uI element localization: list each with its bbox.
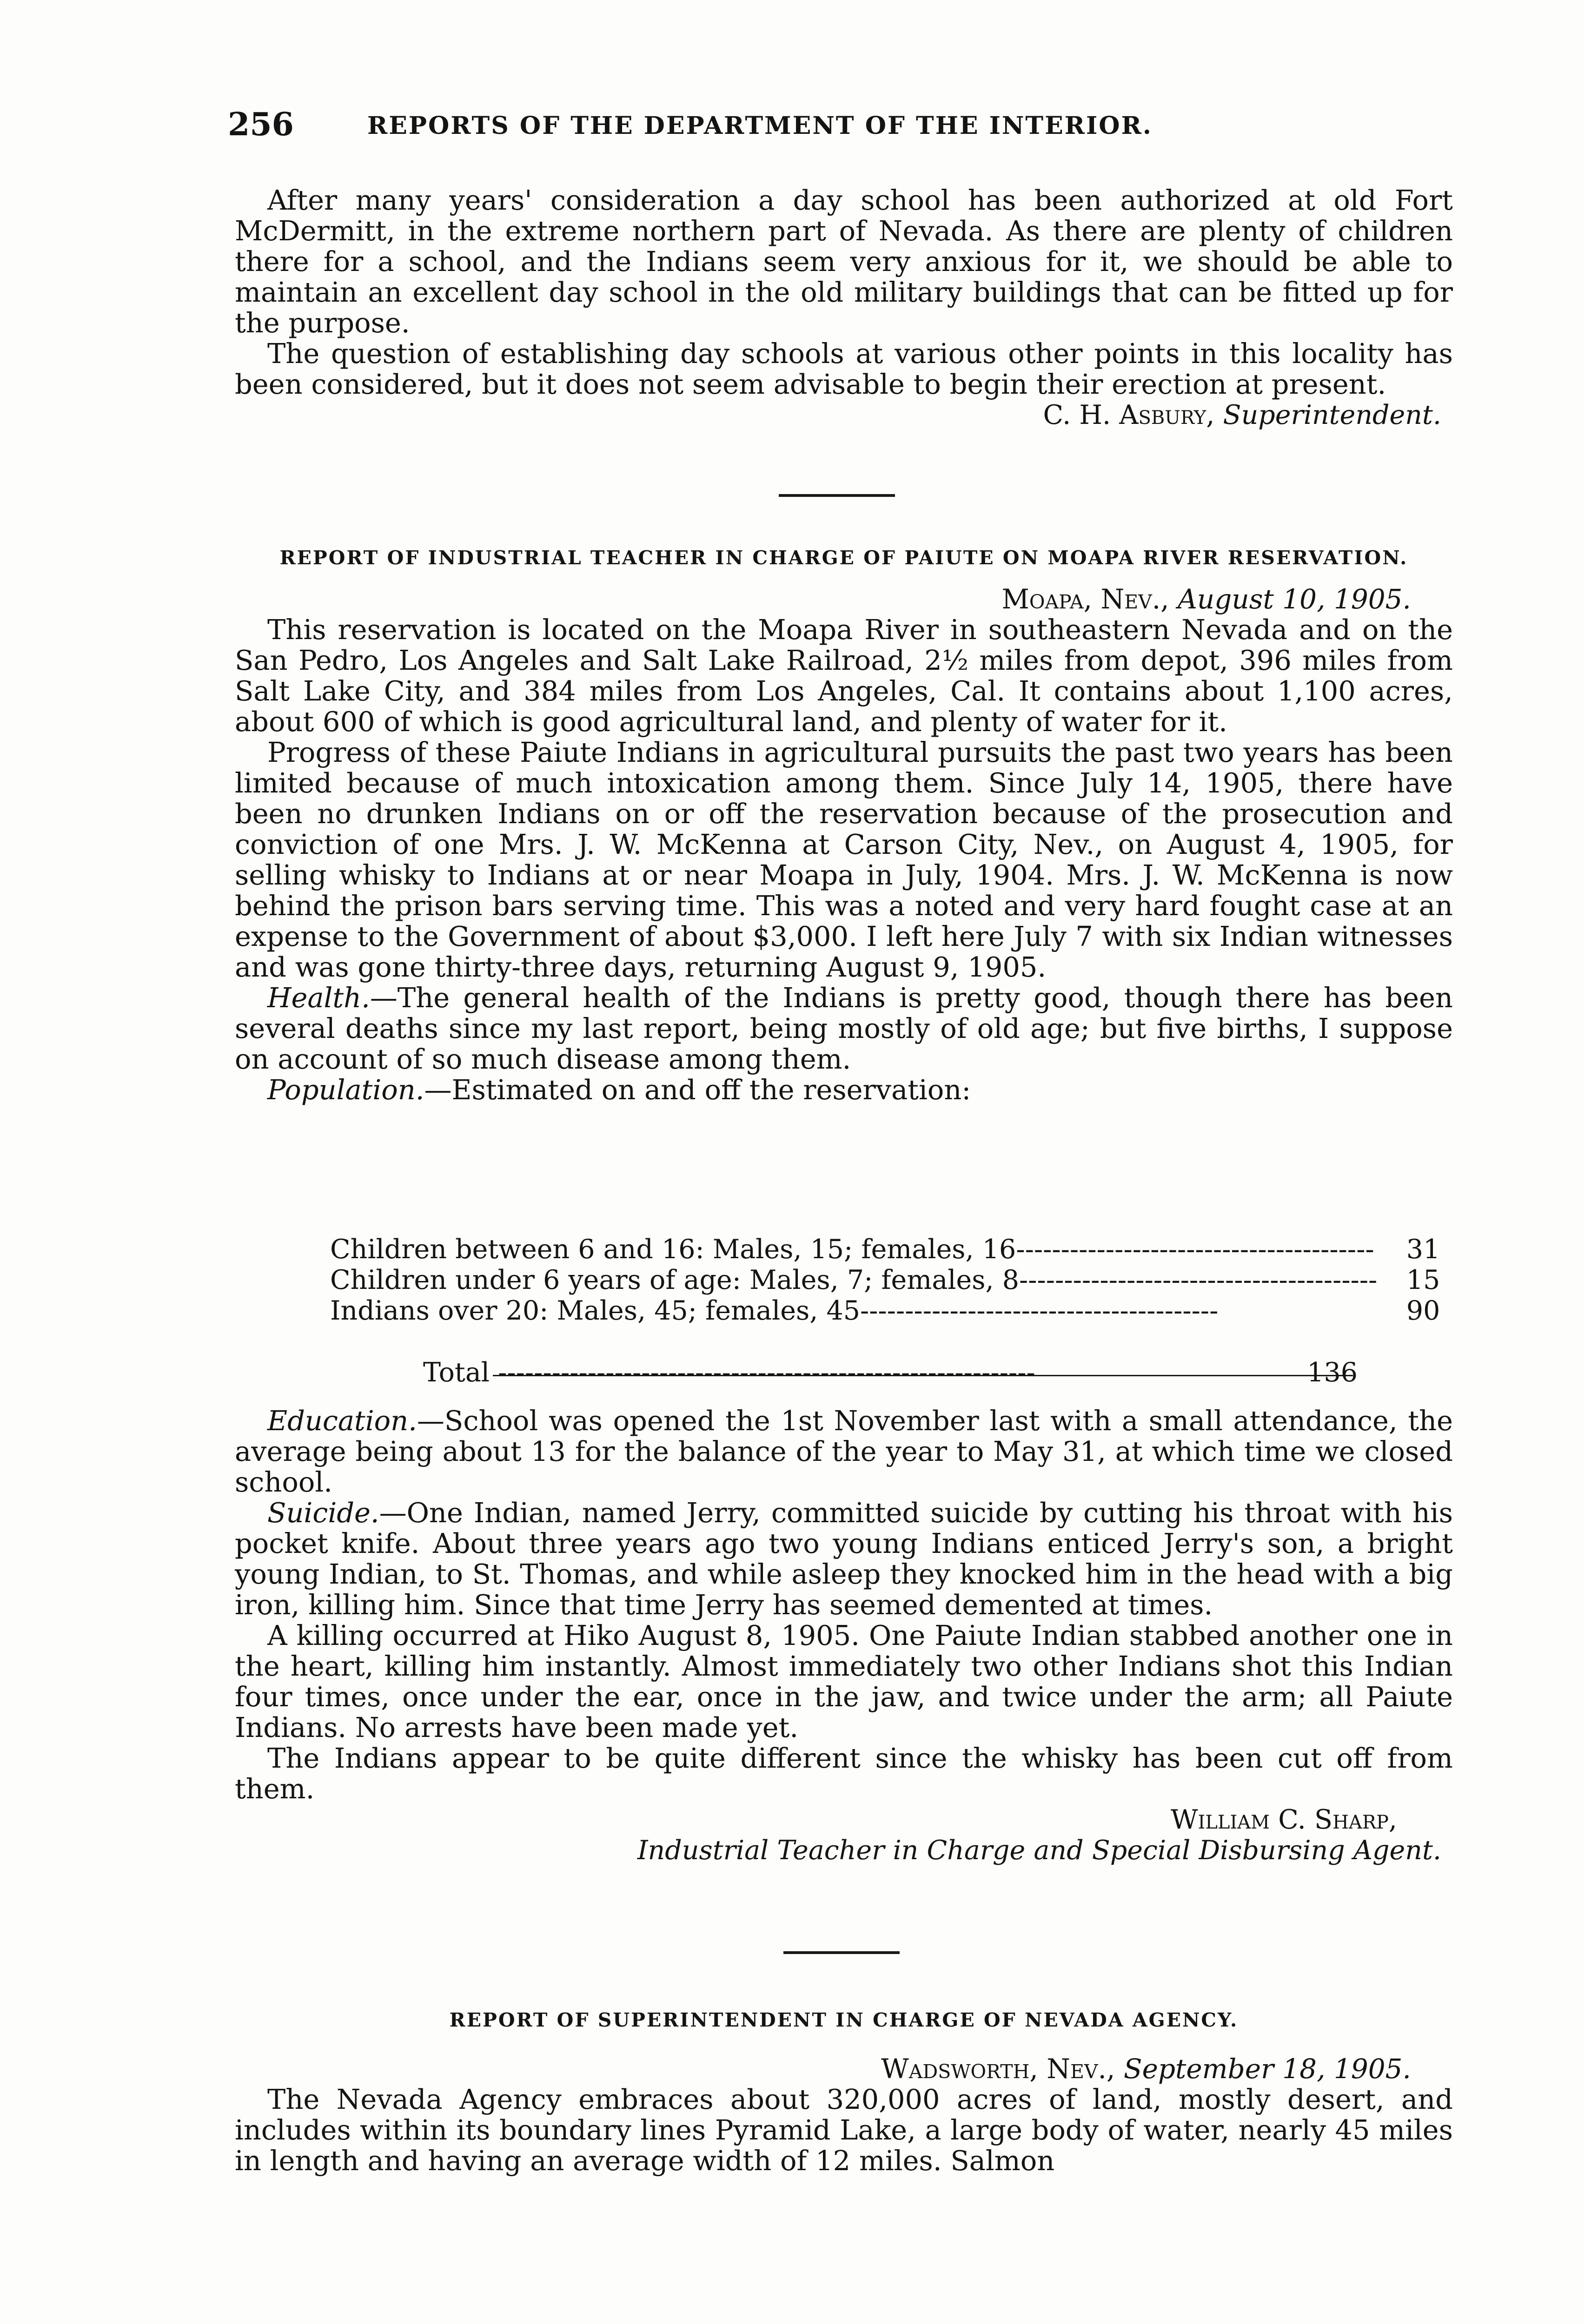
killing-paragraph: A killing occurred at Hiko August 8, 1905. One Paiute Indian stabbed another one in the heart, killing him instantly. Almost immediately two other Indians shot this Indian four times, once under the ear, once in the jaw, and twice under the arm; all Paiute Indians. No arrests have been made yet. [235,1619,1453,1743]
population-row-value: 90 [1406,1295,1440,1326]
population-row-value: 15 [1406,1265,1440,1295]
education-text: —School was opened the 1st November last with a small attendance, the average being about 13 for the balance of the year to May 31, at which time we closed school. [235,1405,1453,1498]
health-paragraph [235,983,1453,1075]
dateline-date: September 18, 1905. [1123,2053,1411,2085]
running-title: REPORTS OF THE DEPARTMENT OF THE INTERIOR. [367,112,1153,140]
education-paragraph [235,1406,1453,1498]
health-label: Health. [267,982,370,1014]
dateline [235,584,1453,614]
population-total [423,1357,1358,1388]
table-row [330,1234,1440,1265]
section-title: REPORT OF INDUSTRIAL TEACHER IN CHARGE OF PAIUTE ON MOAPA RIVER RESERVATION. [279,547,1408,569]
intro-paragraph-1: After many years' consideration a day school has been authorized at old Fort McDermitt, in the extreme northern part of Nevada. As there are plenty of children there for a school, and the Indians seem very anxious for it, we should be able to maintain an excellent day school in the old military buildings that can be fitted up for the purpose. [235,184,1453,339]
intro-section [235,185,1453,430]
total-label: Total ------------------------------------------------------------ [423,1357,1035,1388]
moapa-signature-title [235,1835,1453,1866]
health-text: —The general health of the Indians is pretty good, though there has been several deaths since my last report, being mostly of old age; but five births, I suppose on account of so much disease among them. [235,982,1453,1075]
table-row [330,1265,1440,1295]
population-paragraph [235,1075,1453,1105]
population-row-label: Children under 6 years of age: Males, 7; females, 8---------------------------------------- [330,1265,1378,1295]
nevada-paragraph-1: The Nevada Agency embraces about 320,000 acres of land, mostly desert, and includes within its boundary lines Pyramid Lake, a large body of water, nearly 45 miles in length and having an average width of 12 miles. Salmon [235,2083,1453,2177]
moapa-section-continued [235,1406,1453,1866]
section-title: REPORT OF SUPERINTENDENT IN CHARGE OF NEVADA AGENCY. [449,2009,1239,2031]
dateline [235,2053,1453,2084]
population-row-label: Indians over 20: Males, 45; females, 45---------------------------------------- [330,1295,1219,1326]
signature-title: Industrial Teacher in Charge and Special Disbursing Agent. [637,1835,1441,1866]
dateline-place: Wadsworth, Nev., [881,2053,1115,2085]
nevada-section [235,2007,1453,2176]
whisky-paragraph: The Indians appear to be quite different since the whisky has been cut off from them. [235,1742,1453,1805]
moapa-section [235,545,1453,1105]
signature-name: William C. Sharp, [1170,1804,1397,1835]
section-divider [779,494,895,497]
suicide-label: Suicide. [267,1497,379,1529]
intro-signature [235,400,1453,430]
page-header [228,106,1455,143]
intro-paragraph-2: The question of establishing day schools at various other points in this locality has been considered, but it does not seem advisable to begin their erection at present. [235,337,1453,400]
population-row-label: Children between 6 and 16: Males, 15; females, 16---------------------------------------- [330,1234,1374,1265]
education-label: Education. [267,1405,417,1437]
table-row [330,1295,1440,1326]
population-text: —Estimated on and off the reservation: [424,1074,971,1106]
dateline-date: August 10, 1905. [1178,583,1411,615]
signature-title: Superintendent. [1223,400,1441,430]
suicide-text: —One Indian, named Jerry, committed suicide by cutting his throat with his pocket knife. About three years ago two young Indians enticed Jerry's son, a bright young Indian, to St. Thomas, and while asleep they knocked him in the head with a big iron, killing him. Since that time Jerry has seemed demented at times. [235,1497,1453,1621]
moapa-signature-name [235,1804,1453,1835]
moapa-paragraph-progress: Progress of these Paiute Indians in agricultural pursuits the past two years has been limited because of much intoxication among them. Since July 14, 1905, there have been no drunken Indians on or off the reservation because of the prosecution and conviction of one Mrs. J. W. McKenna at Carson City, Nev., on August 4, 1905, for selling whisky to Indians at or near Moapa in July, 1904. Mrs. J. W. McKenna is now behind the prison bars serving time. This was a noted and very hard fought case at an expense to the Government of about $3,000. I left here July 7 with six Indian witnesses and was gone thirty-three days, returning August 9, 1905. [235,736,1453,983]
population-table [330,1234,1440,1326]
table-row [423,1357,1358,1388]
suicide-paragraph [235,1498,1453,1620]
total-value: 136 [1307,1357,1358,1388]
population-label: Population. [267,1074,424,1106]
population-row-value: 31 [1406,1234,1440,1265]
section-divider [783,1951,900,1954]
signature-name: C. H. Asbury, [1043,400,1215,430]
dateline-place: Moapa, Nev., [1001,583,1169,615]
page-number: 256 [228,106,294,143]
moapa-paragraph-location: This reservation is located on the Moapa River in southeastern Nevada and on the San Pedro, Los Angeles and Salt Lake Railroad, 2½ miles from depot, 396 miles from Salt Lake City, and 384 miles from Los Angeles, Cal. It contains about 1,100 acres, about 600 of which is good agricultural land, and plenty of water for it. [235,614,1453,738]
